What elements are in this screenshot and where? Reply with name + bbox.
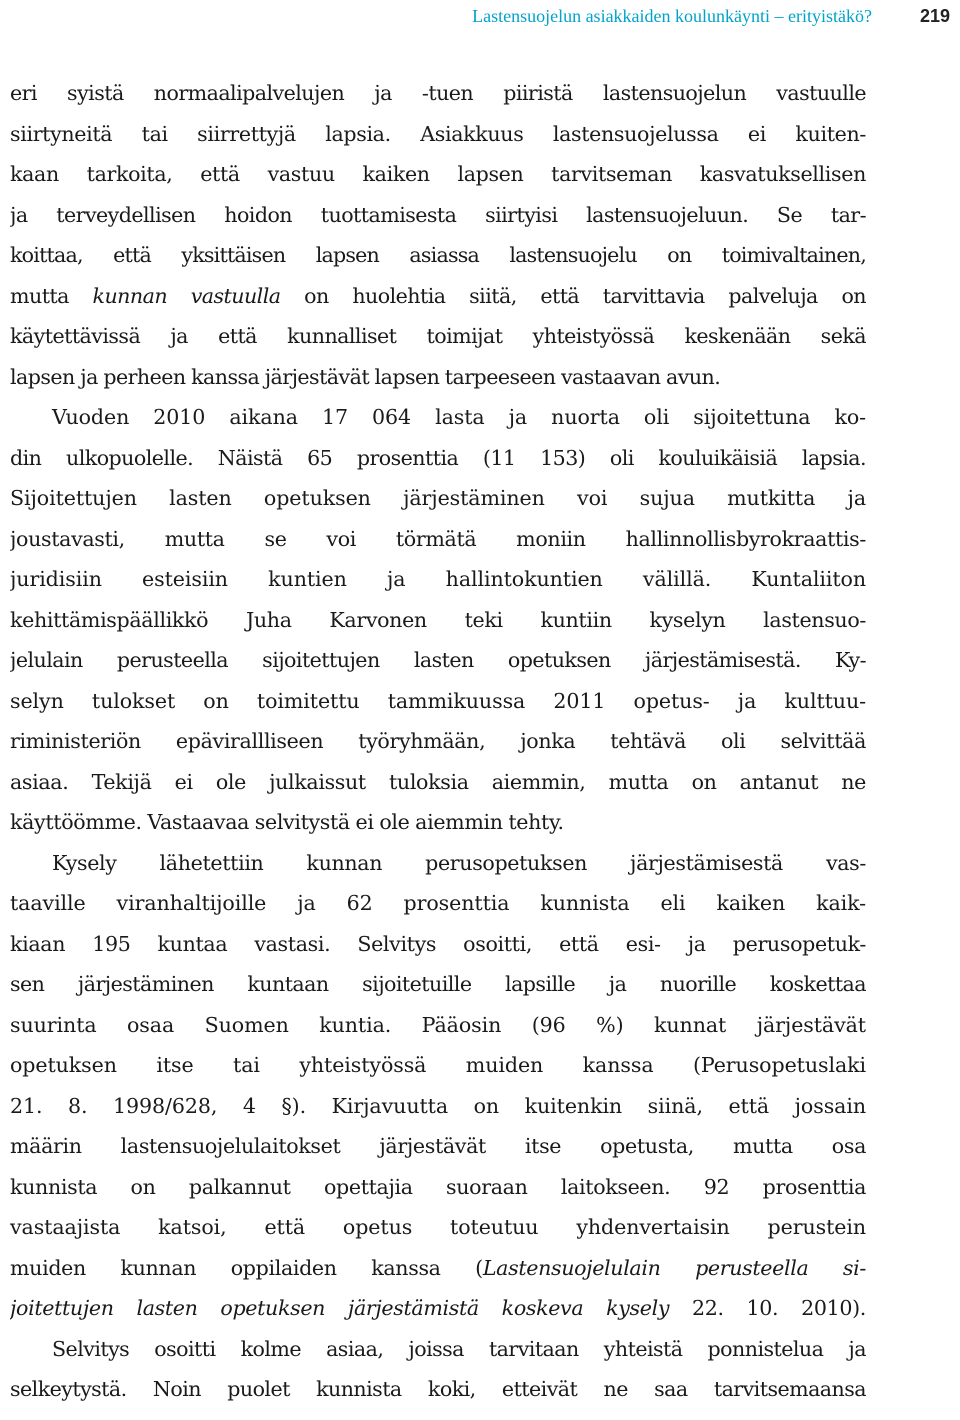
- italic-text: kunnan vastuulla: [92, 283, 281, 308]
- text-segment: kiaan 195 kuntaa vastasi. Selvitys osoitti, että esi- ja perusopetuk-: [10, 931, 866, 956]
- text-line: [10, 964, 866, 1005]
- text-segment: vastaajista katsoi, että opetus toteutuu yhdenvertaisin perustein: [10, 1215, 866, 1239]
- text-segment: sen järjestäminen kuntaan sijoitetuille lapsille ja nuorille koskettaa: [10, 972, 866, 996]
- text-segment: kunnista on palkannut opettajia suoraan laitokseen. 92 prosenttia: [10, 1174, 866, 1199]
- text-segment: kaan tarkoita, että vastuu kaiken lapsen tarvitseman kasvatuksellisen: [10, 162, 866, 186]
- text-line: [10, 1329, 866, 1370]
- text-segment: riministeriön epävirallliseen työryhmään, jonka tehtävä oli selvittää: [10, 729, 866, 753]
- page-number: 219: [919, 6, 950, 26]
- italic-text: joitettujen lasten opetuksen järjestämistä koskeva kysely: [10, 1296, 670, 1320]
- text-segment: Kysely lähetettiin kunnan perusopetuksen järjestämisestä vas-: [52, 850, 866, 875]
- text-segment: käyttöömme. Vastaavaa selvitystä ei ole aiemmin tehty.: [10, 810, 564, 834]
- text-line: [10, 762, 866, 803]
- text-line: [10, 519, 866, 560]
- text-line: [10, 316, 866, 357]
- text-segment: koittaa, että yksittäisen lapsen asiassa lastensuojelu on toimivaltainen,: [10, 243, 866, 267]
- text-segment: opetuksen itse tai yhteistyössä muiden kanssa (Perusopetuslaki: [10, 1053, 866, 1077]
- body-text: [10, 73, 866, 1410]
- text-line: [10, 559, 866, 600]
- text-segment: din ulkopuolelle. Näistä 65 prosenttia (11 153) oli kouluikäisiä lapsia.: [10, 445, 866, 470]
- text-line: [10, 154, 866, 195]
- running-header: [0, 4, 960, 28]
- text-segment: mutta: [10, 283, 93, 308]
- text-segment: on huolehtia siitä, että tarvittavia palveluja on: [280, 283, 866, 308]
- text-segment: joustavasti, mutta se voi törmätä moniin hallinnollisbyrokraattis-: [10, 526, 866, 551]
- text-line: [10, 802, 866, 843]
- text-segment: määrin lastensuojelulaitokset järjestävät itse opetusta, mutta osa: [10, 1134, 866, 1158]
- text-line: [10, 397, 866, 438]
- text-segment: juridisiin esteisiin kuntien ja hallintokuntien välillä. Kuntaliiton: [10, 567, 866, 591]
- text-segment: Sijoitettujen lasten opetuksen järjestäminen voi sujua mutkitta ja: [10, 486, 866, 510]
- text-line: [10, 1167, 866, 1208]
- text-line: [10, 235, 866, 276]
- text-line: [10, 1126, 866, 1167]
- text-line: [10, 640, 866, 681]
- text-line: [10, 114, 866, 155]
- text-line: [10, 1207, 866, 1248]
- text-line: [10, 1248, 866, 1289]
- text-line: [10, 1086, 866, 1127]
- text-line: [10, 1369, 866, 1410]
- text-line: [10, 195, 866, 236]
- text-segment: asiaa. Tekijä ei ole julkaissut tuloksia aiemmin, mutta on antanut ne: [10, 769, 866, 794]
- text-segment: Vuoden 2010 aikana 17 064 lasta ja nuorta oli sijoitettuna ko-: [52, 405, 866, 429]
- text-segment: lapsen ja perheen kanssa järjestävät lapsen tarpeeseen vastaavan avun.: [10, 364, 721, 389]
- text-line: [10, 1005, 866, 1046]
- text-line: [10, 681, 866, 722]
- text-segment: Selvitys osoitti kolme asiaa, joissa tarvitaan yhteistä ponnistelua ja: [52, 1336, 866, 1361]
- text-segment: eri syistä normaalipalvelujen ja -tuen piiristä lastensuojelun vastuulle: [10, 81, 866, 105]
- text-line: [10, 721, 866, 762]
- italic-text: Lastensuojelulain perusteella si-: [482, 1255, 866, 1280]
- text-line: [10, 924, 866, 965]
- text-segment: selkeytystä. Noin puolet kunnista koki, etteivät ne saa tarvitsemaansa: [10, 1377, 866, 1401]
- text-line: [10, 276, 866, 317]
- text-line: [10, 883, 866, 924]
- running-header-title: Lastensuojelun asiakkaiden koulunkäynti – erityistäkö?: [472, 6, 872, 26]
- text-line: [10, 73, 866, 114]
- text-segment: muiden kunnan oppilaiden kanssa (: [10, 1255, 483, 1280]
- text-line: [10, 357, 866, 398]
- text-segment: taaville viranhaltijoille ja 62 prosenttia kunnista eli kaiken kaik-: [10, 891, 866, 915]
- text-line: [10, 1288, 866, 1329]
- text-line: [10, 1045, 866, 1086]
- text-line: [10, 843, 866, 884]
- text-segment: siirtyneitä tai siirrettyjä lapsia. Asiakkuus lastensuojelussa ei kuiten-: [10, 121, 866, 146]
- text-line: [10, 478, 866, 519]
- text-line: [10, 438, 866, 479]
- text-segment: ja terveydellisen hoidon tuottamisesta siirtyisi lastensuojeluun. Se tar-: [10, 202, 866, 227]
- text-segment: kehittämispäällikkö Juha Karvonen teki kuntiin kyselyn lastensuo-: [10, 607, 866, 632]
- text-segment: 21. 8. 1998/628, 4 §). Kirjavuutta on kuitenkin siinä, että jossain: [10, 1093, 866, 1118]
- text-segment: suurinta osaa Suomen kuntia. Pääosin (96 %) kunnat järjestävät: [10, 1012, 866, 1037]
- text-segment: selyn tulokset on toimitettu tammikuussa 2011 opetus- ja kulttuu-: [10, 688, 866, 713]
- text-segment: käytettävissä ja että kunnalliset toimijat yhteistyössä keskenään sekä: [10, 324, 866, 348]
- text-segment: jelulain perusteella sijoitettujen lasten opetuksen järjestämisestä. Ky-: [10, 648, 866, 672]
- text-line: [10, 600, 866, 641]
- text-segment: 22. 10. 2010).: [669, 1296, 866, 1320]
